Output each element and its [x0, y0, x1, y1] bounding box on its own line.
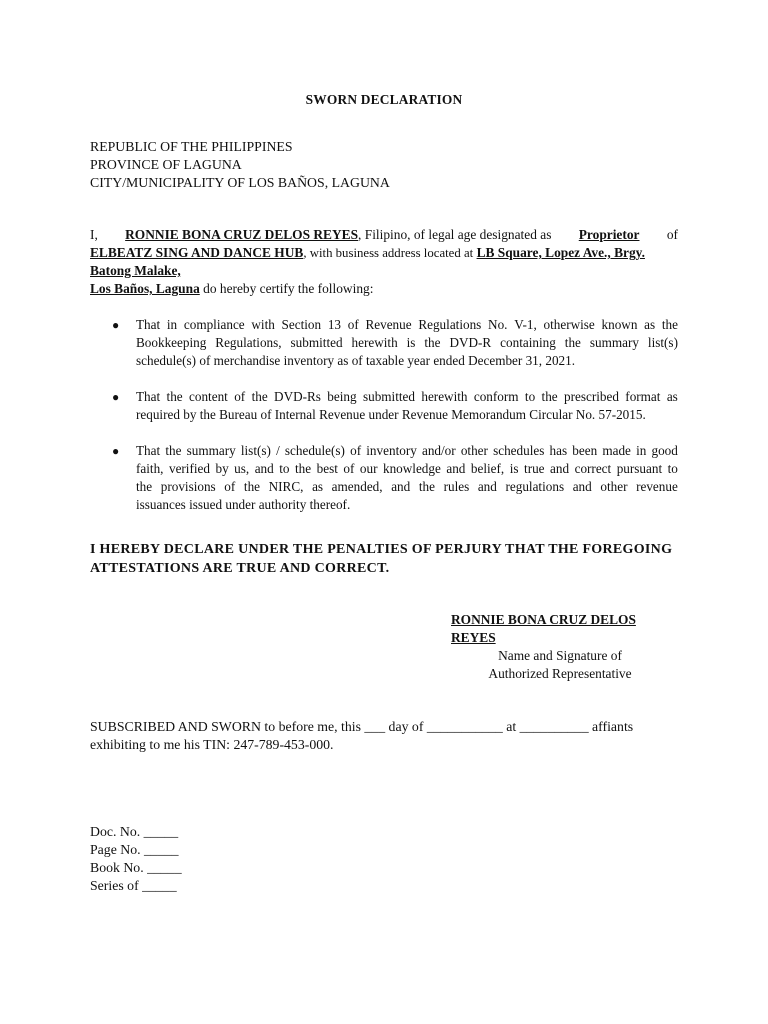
business-name: ELBEATZ SING AND DANCE HUB — [90, 245, 304, 260]
word: That — [136, 443, 161, 458]
word: list(s) — [240, 443, 271, 458]
declaration-line-2: ATTESTATIONS ARE TRUE AND CORRECT. — [90, 561, 390, 576]
intro-pre-name: I, — [90, 227, 98, 242]
word: prescribed — [564, 389, 619, 404]
word: / — [276, 443, 280, 458]
word: schedule(s) — [284, 443, 345, 458]
signatory-name-line-1: RONNIE BONA CRUZ DELOS — [451, 612, 636, 627]
word: the — [418, 479, 435, 494]
bullet-3-line-4: issuances issued under authority thereof. — [136, 497, 351, 512]
list-item — [90, 388, 678, 424]
bullet-2-line-1 — [136, 388, 678, 406]
word: and — [254, 461, 274, 476]
word: the — [243, 479, 261, 494]
word: No. — [488, 317, 508, 332]
bullet-3-line-3 — [136, 478, 678, 496]
word: and/or — [421, 443, 456, 458]
word: in — [636, 443, 647, 458]
certify-text: do hereby certify the following: — [199, 281, 374, 296]
word: Revenue — [365, 317, 412, 332]
venue-city: CITY/MUNICIPALITY OF LOS BAÑOS, LAGUNA — [90, 175, 390, 190]
word: in — [166, 317, 178, 332]
word: other — [600, 479, 628, 494]
word: summary — [589, 335, 639, 350]
perjury-declaration — [90, 540, 690, 578]
word: good — [651, 443, 678, 458]
bullet-icon: ● — [112, 444, 120, 458]
word: and — [391, 479, 411, 494]
word: is — [406, 335, 416, 350]
word: the — [295, 461, 312, 476]
bullet-icon: ● — [112, 318, 120, 332]
word: and — [550, 461, 570, 476]
word: inventory — [366, 443, 417, 458]
word: amended, — [331, 479, 383, 494]
word: That — [136, 389, 161, 404]
declarant-name: RONNIE BONA CRUZ DELOS REYES — [125, 227, 359, 242]
word: knowledge — [382, 461, 441, 476]
word: to — [279, 461, 290, 476]
word: us, — [234, 461, 250, 476]
word: herewith — [421, 389, 468, 404]
jurat-line-2: exhibiting to me his TIN: 247-789-453-000. — [90, 737, 334, 752]
document-title: SWORN DECLARATION — [305, 92, 463, 107]
word: of — [343, 461, 355, 476]
word: submitted — [362, 389, 415, 404]
word: our — [359, 461, 378, 476]
intro-line-1 — [90, 226, 678, 244]
intro-line-2 — [90, 244, 678, 262]
intro-line-3 — [90, 262, 678, 280]
word: of — [350, 443, 362, 458]
word: the — [136, 479, 153, 494]
word: submitted — [290, 335, 343, 350]
word: and — [572, 479, 592, 494]
word: of — [347, 317, 359, 332]
bullet-icon: ● — [112, 390, 120, 404]
word: pursuant — [616, 461, 663, 476]
word: made — [602, 443, 631, 458]
bullet-1-line-1 — [136, 316, 678, 334]
venue-province: PROVINCE OF LAGUNA — [90, 157, 242, 172]
word: NIRC, — [268, 479, 304, 494]
intro-post-name: , Filipino, of legal age designated as — [358, 227, 552, 242]
bullet-3-line-1 — [136, 442, 678, 460]
book-no: Book No. _____ — [90, 860, 182, 875]
word: correct — [574, 461, 612, 476]
notarial-register — [90, 823, 182, 895]
word: revenue — [636, 479, 678, 494]
word: of — [224, 479, 236, 494]
doc-no: Doc. No. _____ — [90, 824, 179, 839]
bullet-2-line-2: required by the Bureau of Internal Revenue under Revenue Memorandum Circular No. 57-2015. — [136, 407, 646, 422]
word: That — [136, 317, 161, 332]
page-no: Page No. _____ — [90, 842, 179, 857]
business-address-2: Batong Malake, — [90, 263, 181, 278]
word: other — [460, 443, 488, 458]
word: been — [572, 443, 598, 458]
word: otherwise — [543, 317, 595, 332]
word: the — [541, 389, 558, 404]
word: known — [601, 317, 638, 332]
word: being — [327, 389, 357, 404]
word: 13 — [327, 317, 342, 332]
bullet-1-line-3: schedule(s) of merchandise inventory as of taxable year ended December 31, 2021. — [136, 353, 576, 368]
signature-block — [451, 611, 671, 683]
word: rules — [443, 479, 470, 494]
word: Section — [281, 317, 322, 332]
word: true — [524, 461, 545, 476]
word: schedules — [493, 443, 545, 458]
word: summary — [186, 443, 236, 458]
word: the — [661, 317, 678, 332]
series-of: Series of _____ — [90, 878, 177, 893]
word: as — [666, 389, 678, 404]
word: regulations — [505, 479, 565, 494]
word: Bookkeeping — [136, 335, 207, 350]
business-address-1: LB Square, Lopez Ave., Brgy. — [476, 245, 645, 260]
jurat — [90, 718, 650, 754]
word: the — [424, 335, 441, 350]
word: compliance — [183, 317, 245, 332]
certification-list — [90, 316, 678, 514]
word: as — [312, 479, 324, 494]
intro-of: of — [666, 227, 678, 242]
word: faith, — [136, 461, 164, 476]
word: the — [166, 389, 183, 404]
list-item — [90, 316, 678, 370]
word: is — [509, 461, 519, 476]
bullet-3-line-2 — [136, 460, 678, 478]
signatory-name-line-2: REYES — [451, 630, 496, 645]
word: V-1, — [514, 317, 537, 332]
word: the — [165, 443, 182, 458]
word: verified — [168, 461, 210, 476]
word: and — [477, 479, 497, 494]
word: the — [564, 335, 581, 350]
address-text: , with business address located at — [303, 246, 474, 260]
list-item — [90, 442, 678, 514]
venue-country: REPUBLIC OF THE PHILIPPINES — [90, 139, 293, 154]
word: has — [549, 443, 568, 458]
word: list(s) — [647, 335, 678, 350]
intro-paragraph — [90, 226, 678, 298]
word: containing — [500, 335, 556, 350]
word: as — [644, 317, 656, 332]
word: belief, — [470, 461, 505, 476]
jurat-line-1: SUBSCRIBED AND SWORN to before me, this ___ day of ___________ at __________ affiants — [90, 719, 634, 734]
intro-line-4 — [90, 280, 678, 298]
word: by — [215, 461, 229, 476]
venue-block — [90, 138, 390, 192]
word: DVD-Rs — [274, 389, 321, 404]
word: Regulations — [418, 317, 482, 332]
word: content — [189, 389, 228, 404]
declarant-position: Proprietor — [578, 227, 640, 242]
word: the — [251, 389, 268, 404]
word: format — [625, 389, 661, 404]
signature-caption-2: Authorized Representative — [488, 666, 632, 681]
word: best — [316, 461, 338, 476]
word: to — [667, 461, 678, 476]
word: herewith — [351, 335, 398, 350]
word: conform — [473, 389, 519, 404]
declaration-line-1: I HEREBY DECLARE UNDER THE PENALTIES OF PERJURY THAT THE FOREGOING — [90, 542, 673, 557]
business-address-3: Los Baños, Laguna — [90, 281, 200, 296]
word: Regulations, — [215, 335, 282, 350]
word: provisions — [160, 479, 216, 494]
bullet-1-line-2 — [136, 334, 678, 352]
word: DVD-R — [449, 335, 492, 350]
word: with — [251, 317, 275, 332]
signature-caption-1: Name and Signature of — [498, 648, 622, 663]
word: to — [524, 389, 536, 404]
word: and — [446, 461, 466, 476]
word: of — [234, 389, 246, 404]
